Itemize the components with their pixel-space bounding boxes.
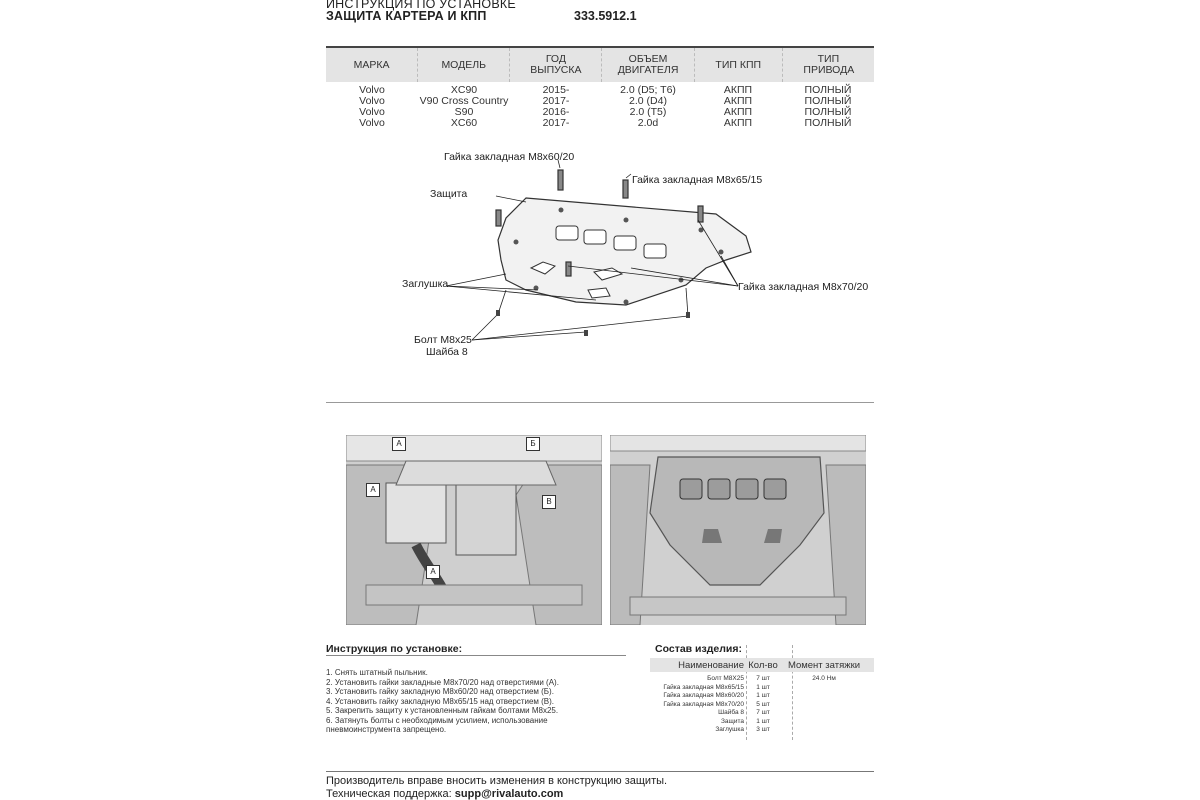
- spec-table-cell: ПОЛНЫЙ: [804, 95, 852, 107]
- spec-table-cell: ПОЛНЫЙ: [804, 84, 852, 96]
- spec-header-cell: ТИП КПП: [695, 48, 783, 82]
- spec-header-cell: МОДЕЛЬ: [418, 48, 510, 82]
- product-code: 333.5912.1: [574, 9, 637, 23]
- component-cell: 5 шт: [756, 700, 770, 708]
- label-shield: Защита: [430, 188, 468, 200]
- spec-table-cell: S90: [454, 106, 474, 118]
- component-cell: 24.0 Нм: [812, 675, 836, 682]
- support-label: Техническая поддержка:: [326, 788, 452, 800]
- component-cell: 3 шт: [756, 726, 770, 733]
- component-cell: Гайка закладная М8х65/15: [663, 683, 744, 691]
- spec-table-cell: 2.0 (T5): [629, 106, 667, 118]
- spec-table-cell: V90 Cross Country: [419, 95, 509, 107]
- spec-table-cell: XC60: [450, 117, 478, 129]
- component-cell: Шайба 8: [718, 709, 744, 716]
- spec-table-body: [326, 82, 874, 129]
- components-body: [650, 672, 874, 735]
- component-cell: [778, 701, 870, 710]
- component-cell: 7 шт: [756, 675, 770, 682]
- instructions-divider: [326, 655, 626, 656]
- instruction-step: 5. Закрепить защиту к установленным гайкам болтами М8х25.: [326, 706, 559, 715]
- marker-a-2: А: [366, 483, 380, 497]
- spec-table-cell: Volvo: [359, 117, 385, 129]
- component-cell: 1 шт: [756, 692, 770, 699]
- component-row: [650, 684, 874, 693]
- spec-header-text: ОБЪЕМ ДВИГАТЕЛЯ: [617, 53, 679, 76]
- doc-title: ИНСТРУКЦИЯ ПО УСТАНОВКЕ: [326, 0, 516, 11]
- spec-table-cell: 2017-: [542, 95, 570, 107]
- shield-drawing: [326, 140, 874, 402]
- footer-support: [326, 788, 563, 800]
- component-cell: 7 шт: [756, 709, 770, 716]
- component-cell: Защита: [720, 717, 744, 725]
- photo-underbody-after: [610, 435, 866, 625]
- marker-a-3: А: [426, 565, 440, 579]
- component-row: [650, 726, 874, 735]
- components-header-cell: Наименование: [678, 659, 744, 671]
- section-divider: [326, 402, 874, 403]
- marker-v: В: [542, 495, 556, 509]
- component-cell: Гайка закладная М8х70/20: [663, 700, 744, 708]
- spec-header-cell: МАРКА: [326, 48, 418, 82]
- spec-header-text: ГОД ВЫПУСКА: [530, 53, 582, 76]
- instruction-step: 1. Снять штатный пыльник.: [326, 668, 428, 677]
- instruction-step: 2. Установить гайки закладные М8х70/20 над отверстиями (А).: [326, 677, 559, 687]
- spec-table-cell: Volvo: [359, 95, 385, 107]
- spec-table-row: [326, 96, 874, 107]
- component-cell: 1 шт: [756, 717, 770, 725]
- instructions-title: Инструкция по установке:: [326, 643, 463, 655]
- support-email[interactable]: supp@rivalauto.com: [454, 788, 564, 800]
- component-cell: [778, 718, 870, 727]
- spec-table-cell: АКПП: [723, 95, 753, 107]
- photo-underbody-before: [346, 435, 602, 625]
- marker-b: Б: [526, 437, 540, 451]
- components-header-cell: Момент затяжки: [787, 659, 861, 671]
- instruction-step: 4. Установить гайку закладную М8х65/15 над отверстием (В).: [326, 696, 555, 706]
- component-cell: 1 шт: [756, 683, 770, 691]
- label-nut-m8x70: Гайка закладная М8х70/20: [738, 281, 869, 293]
- spec-header-text: ТИП ПРИВОДА: [803, 53, 855, 76]
- underbody-before-illustration: [346, 435, 602, 625]
- footer-notice: Производитель вправе вносить изменения в конструкцию защиты.: [326, 775, 668, 787]
- label-bolt: Болт М8х25: [414, 334, 472, 346]
- instruction-step: 6. Затянуть болты с необходимым усилием, использование: [326, 715, 548, 725]
- label-plug: Заглушка: [402, 278, 449, 290]
- spec-table-cell: Volvo: [359, 84, 385, 96]
- components-table: [650, 658, 874, 735]
- component-row: [650, 718, 874, 727]
- spec-table-row: [326, 85, 874, 96]
- spec-table-cell: XC90: [450, 84, 478, 96]
- spec-table-cell: АКПП: [723, 84, 753, 96]
- footer-divider: [326, 771, 874, 772]
- component-cell: [778, 726, 870, 735]
- spec-table-cell: 2017-: [542, 117, 570, 129]
- spec-table-cell: Volvo: [359, 106, 385, 118]
- components-header-cell: Кол-во: [748, 659, 778, 671]
- component-cell: [778, 709, 870, 718]
- spec-table-cell: 2.0d: [637, 117, 659, 129]
- doc-subtitle: ЗАЩИТА КАРТЕРА И КПП: [326, 9, 487, 23]
- spec-table-cell: АКПП: [723, 106, 753, 118]
- underbody-after-illustration: [610, 435, 866, 625]
- component-cell: Заглушка: [715, 726, 744, 733]
- spec-table-cell: 2016-: [542, 106, 570, 118]
- instruction-step: пневмоинструмента запрещено.: [326, 725, 447, 734]
- components-header: [650, 658, 874, 672]
- spec-table-cell: АКПП: [723, 117, 753, 129]
- component-row: [650, 709, 874, 718]
- spec-header-cell: [510, 48, 602, 82]
- spec-table-cell: 2.0 (D4): [629, 95, 667, 107]
- component-row: [650, 675, 874, 684]
- component-cell: [778, 692, 870, 701]
- spec-table-cell: ПОЛНЫЙ: [804, 117, 852, 129]
- instructions-steps: [326, 668, 559, 735]
- spec-header-cell: [602, 48, 694, 82]
- component-cell: Гайка закладная М8х60/20: [663, 692, 744, 699]
- component-cell: Болт М8Х25: [707, 675, 744, 682]
- spec-table-row: [326, 118, 874, 129]
- spec-table-cell: 2.0 (D5; T6): [620, 84, 676, 96]
- components-title: Состав изделия:: [655, 643, 742, 655]
- spec-table-cell: ПОЛНЫЙ: [804, 106, 852, 118]
- label-nut-m8x65: Гайка закладная М8х65/15: [632, 174, 763, 186]
- component-row: [650, 701, 874, 710]
- spec-table-row: [326, 107, 874, 118]
- instruction-step: 3. Установить гайку закладную М8х60/20 над отверстием (Б).: [326, 687, 554, 696]
- vehicle-spec-table: [326, 46, 874, 129]
- spec-table-cell: 2015-: [542, 84, 570, 96]
- component-cell: [778, 684, 870, 693]
- spec-header-cell: [783, 48, 874, 82]
- marker-a-1: А: [392, 437, 406, 451]
- label-nut-m8x60: Гайка закладная М8х60/20: [444, 151, 575, 163]
- label-washer: Шайба 8: [426, 346, 468, 358]
- spec-table-header: [326, 48, 874, 82]
- assembly-diagram: [326, 140, 874, 402]
- component-row: [650, 692, 874, 701]
